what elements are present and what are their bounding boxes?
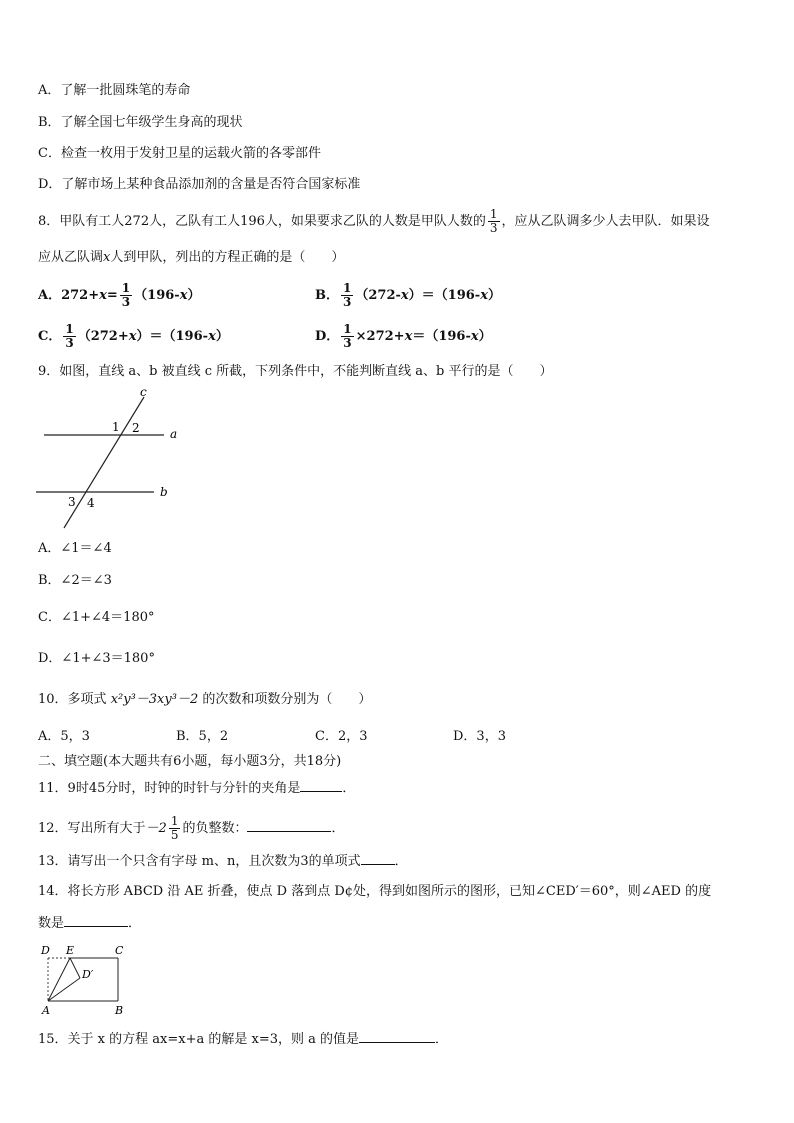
q10-option-a: A．5，3 — [38, 729, 90, 744]
q9-option-b: B．∠2＝∠3 — [38, 573, 112, 588]
q8-option-d: D． $\frac{1}{3}$ ×272+x＝（196-x） — [315, 322, 492, 350]
q8-option-b: B． $\frac{1}{3}$ （272-x）＝（196-x） — [315, 281, 501, 309]
q10-stem: 10．多项式 x²y³－3xy³－2 的次数和项数分别为（ ） — [38, 692, 372, 707]
q9-stem: 9．如图，直线 a、b 被直线 c 所截，下列条件中，不能判断直线 a、b 平行的是（ ） — [38, 364, 553, 379]
answer-blank[interactable] — [247, 819, 331, 832]
q7-option-d: D．了解市场上某种食品添加剂的含量是否符合国家标准 — [38, 177, 361, 192]
folded-rectangle-figure — [38, 942, 134, 1016]
edge-d-prime-a — [48, 978, 80, 1001]
q10-option-d: D．3，3 — [453, 729, 506, 744]
angle-label-3: 3 — [68, 495, 76, 509]
label-C: C — [115, 944, 124, 957]
label-b: b — [160, 485, 168, 499]
label-c: c — [140, 385, 147, 399]
q10-option-c: C．2，3 — [315, 729, 368, 744]
answer-blank[interactable] — [359, 1030, 435, 1043]
line-c — [64, 397, 144, 528]
q7-option-c: C．检查一枚用于发射卫星的运载火箭的各零部件 — [38, 146, 321, 161]
section-heading-fill-in: 二、填空题(本大题共有6小题，每小题3分，共18分) — [38, 754, 342, 769]
q9-option-d: D．∠1+∠3＝180° — [38, 651, 155, 666]
q8-stem-line1: 8．甲队有工人272人，乙队有工人196人，如果要求乙队的人数是甲队人数的 $\frac{1}{3}$ ，应从乙队调多少人去甲队．如果设 — [38, 207, 710, 235]
q10-option-b: B．5，2 — [176, 729, 229, 744]
answer-blank[interactable] — [361, 852, 395, 865]
label-B: B — [115, 1004, 124, 1016]
q7-option-b: B．了解全国七年级学生身高的现状 — [38, 115, 243, 130]
edge-ed-prime — [70, 958, 80, 978]
q9-option-c: C．∠1+∠4＝180° — [38, 610, 155, 625]
label-A: A — [42, 1004, 50, 1016]
q9-option-a: A．∠1＝∠4 — [38, 541, 112, 556]
label-E: E — [66, 944, 75, 957]
polynomial-expression: x²y³－3xy³－2 — [110, 692, 199, 707]
fold-line-ae — [48, 958, 70, 1001]
q7-option-a: A．了解一批圆珠笔的寿命 — [38, 83, 191, 98]
q8-stem-line2: 应从乙队调x人到甲队，列出的方程正确的是（ ） — [38, 250, 345, 265]
q14-line1: 14．将长方形 ABCD 沿 AE 折叠，使点 D 落到点 D¢处，得到如图所示的图形，已知∠CED′＝60°，则∠AED 的度 — [38, 884, 712, 899]
answer-blank[interactable] — [300, 779, 342, 792]
answer-blank[interactable] — [64, 914, 128, 927]
angle-label-2: 2 — [132, 421, 140, 435]
label-D-prime: D′ — [82, 968, 94, 981]
label-D: D — [41, 944, 50, 957]
q12: 12．写出所有大于－2 $\frac{1}{5}$ 的负整数： ． — [38, 814, 345, 842]
angle-label-4: 4 — [87, 496, 95, 510]
q8-option-c: C． $\frac{1}{3}$ （272+x）＝（196-x） — [38, 322, 229, 350]
q8-option-a: A．272+x= $\frac{1}{3}$ （196-x） — [38, 281, 201, 309]
q14-line2: 数是 ． — [38, 916, 142, 931]
label-a: a — [170, 427, 178, 441]
fraction-one-third: $\frac{1}{3}$ — [489, 207, 498, 235]
q13: 13．请写出一个只含有字母 m、n，且次数为3的单项式 ． — [38, 854, 408, 869]
angle-label-1: 1 — [112, 420, 120, 434]
fraction-one-fifth: $\frac{1}{5}$ — [170, 814, 179, 842]
q11: 11．9时45分时，时钟的时针与分针的夹角是 ． — [38, 781, 356, 796]
q15: 15．关于 x 的方程 ax=x+a 的解是 x=3，则 a 的值是 ． — [38, 1032, 449, 1047]
parallel-lines-figure — [36, 385, 186, 533]
